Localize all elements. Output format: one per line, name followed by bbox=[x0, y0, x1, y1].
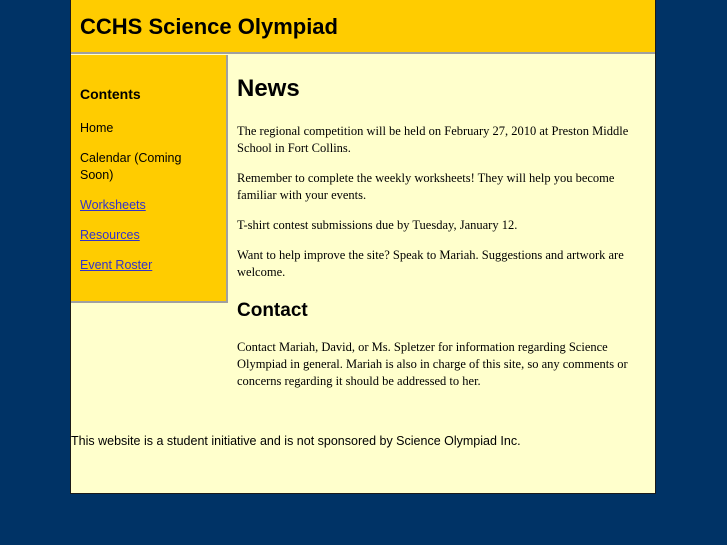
sidebar-link-resources[interactable]: Resources bbox=[80, 228, 140, 242]
page-container bbox=[70, 0, 656, 494]
site-title: CCHS Science Olympiad bbox=[80, 14, 338, 39]
sidebar-item-calendar: Calendar (Coming Soon) bbox=[80, 151, 182, 182]
sidebar-heading: Contents bbox=[80, 86, 141, 102]
news-item: T-shirt contest submissions due by Tuesday, January 12. bbox=[237, 218, 518, 232]
sidebar-item-home: Home bbox=[80, 121, 114, 135]
sidebar-link-worksheets[interactable]: Worksheets bbox=[80, 198, 146, 212]
news-heading: News bbox=[237, 75, 300, 102]
sidebar-link-event-roster[interactable]: Event Roster bbox=[80, 258, 153, 272]
contact-text: Contact Mariah, David, or Ms. Spletzer for information regarding Science Olympiad in general. Mariah is also in charge of this site, so any comments or concerns regarding it should be addressed to her. bbox=[237, 340, 628, 388]
news-item: Remember to complete the weekly worksheets! They will help you become familiar with your events. bbox=[237, 171, 615, 202]
news-item: The regional competition will be held on February 27, 2010 at Preston Middle School in Fort Collins. bbox=[237, 124, 629, 155]
contact-heading: Contact bbox=[237, 300, 308, 321]
news-item: Want to help improve the site? Speak to Mariah. Suggestions and artwork are welcome. bbox=[237, 248, 624, 279]
site-header bbox=[71, 0, 655, 54]
sidebar-nav bbox=[71, 55, 228, 303]
footer-disclaimer: This website is a student initiative and is not sponsored by Science Olympiad Inc. bbox=[71, 434, 521, 448]
